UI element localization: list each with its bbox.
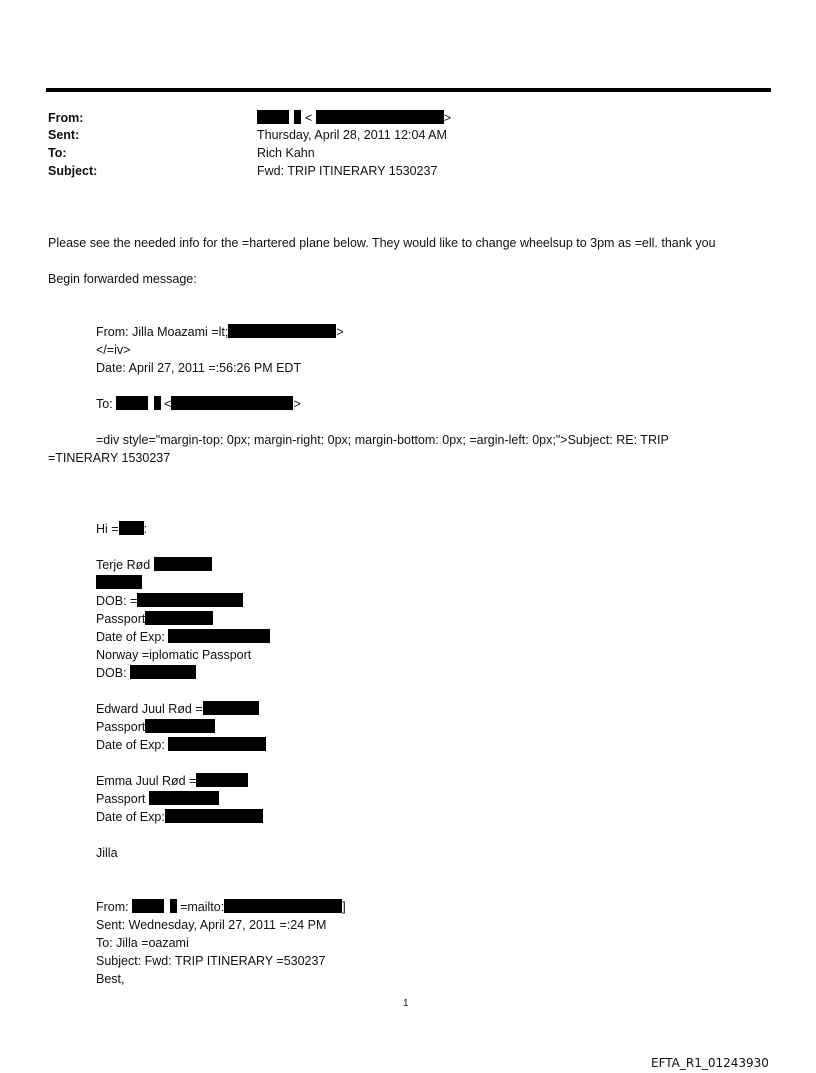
greeting-suffix: :: [143, 522, 148, 536]
redaction-box: [224, 899, 342, 913]
p1-name: [96, 557, 212, 573]
from-label: From:: [48, 111, 84, 125]
redaction-box: [171, 396, 293, 410]
to-label: To:: [48, 146, 67, 160]
p1-dob-text: DOB: =: [96, 594, 138, 608]
from-lt: <: [304, 111, 313, 125]
quoted-to: To: Jilla =oazami: [96, 936, 189, 950]
p1-redacted-line: [96, 575, 142, 591]
redaction-box: [116, 396, 148, 410]
quoted-bracket: ]: [342, 900, 346, 914]
redaction-box: [316, 110, 444, 124]
page-number: 1: [403, 998, 409, 1009]
p2-exp: [96, 737, 266, 753]
redaction-box: [149, 791, 219, 805]
forwarded-to: [96, 396, 301, 412]
p3-passport-text: Passport: [96, 792, 146, 806]
redaction-box: [203, 701, 259, 715]
forwarded-to-lt: <: [164, 397, 172, 411]
p3-passport: [96, 791, 219, 807]
quoted-sent: Sent: Wednesday, April 27, 2011 =:24 PM: [96, 918, 327, 932]
redaction-box: [228, 324, 336, 338]
p1-dob: [96, 593, 243, 609]
p1-name-text: Terje Rød: [96, 558, 151, 572]
p1-exp-text: Date of Exp:: [96, 630, 165, 644]
p3-name-text: Emma Juul Rød =: [96, 774, 197, 788]
quoted-from-prefix: From:: [96, 900, 129, 914]
from-value: [257, 110, 451, 126]
signoff: Jilla: [96, 846, 118, 860]
quoted-from: [96, 899, 346, 915]
greeting: [96, 521, 147, 537]
div-close-tag: </=iv>: [96, 343, 131, 357]
redaction-box: [130, 665, 196, 679]
p2-name-text: Edward Juul Rød =: [96, 702, 203, 716]
forwarded-to-prefix: To:: [96, 397, 113, 411]
p3-exp-text: Date of Exp:: [96, 810, 165, 824]
redaction-box: [96, 575, 142, 589]
p1-passport-text: Passport: [96, 612, 146, 626]
forwarded-from-prefix: From: Jilla Moazami =lt;: [96, 325, 229, 339]
redaction-box: [294, 110, 301, 124]
p3-exp: [96, 809, 263, 825]
p2-passport: [96, 719, 215, 735]
to-value: Rich Kahn: [257, 146, 315, 160]
forwarded-from-suffix: >: [336, 325, 344, 339]
redaction-box: [154, 396, 161, 410]
begin-forwarded: Begin forwarded message:: [48, 272, 197, 286]
from-gt: >: [443, 111, 452, 125]
quoted-mailto: =mailto:: [180, 900, 225, 914]
redaction-box: [145, 719, 215, 733]
redaction-box: [196, 773, 248, 787]
redaction-box: [154, 557, 212, 571]
div-subject-line1: =div style="margin-top: 0px; margin-right: 0px; margin-bottom: 0px; =argin-left: 0px;">Subject: RE: TRIP: [96, 433, 669, 447]
p2-passport-text: Passport: [96, 720, 146, 734]
redaction-box: [168, 629, 270, 643]
redaction-box: [165, 809, 263, 823]
p1-passport: [96, 611, 213, 627]
greeting-prefix: Hi =: [96, 522, 119, 536]
intro-paragraph: Please see the needed info for the =hartered plane below. They would like to change wheelsup to 3pm as =ell. thank you: [48, 236, 716, 250]
forwarded-date: Date: April 27, 2011 =:56:26 PM EDT: [96, 361, 302, 375]
redaction-box: [145, 611, 213, 625]
p3-name: [96, 773, 248, 789]
p1-exp: [96, 629, 270, 645]
subject-value: Fwd: TRIP ITINERARY 1530237: [257, 164, 438, 178]
div-subject-line2: =TINERARY 1530237: [48, 451, 171, 465]
redaction-box: [119, 521, 144, 535]
redaction-box: [132, 899, 164, 913]
redaction-box: [168, 737, 266, 751]
redaction-box: [257, 110, 289, 124]
redaction-box: [137, 593, 243, 607]
p2-name: [96, 701, 259, 717]
p2-exp-text: Date of Exp:: [96, 738, 165, 752]
p1-dob2: [96, 665, 196, 681]
quoted-subject: Subject: Fwd: TRIP ITINERARY =530237: [96, 954, 326, 968]
subject-label: Subject:: [48, 164, 98, 178]
p1-norway: Norway =iplomatic Passport: [96, 648, 252, 662]
quoted-best: Best,: [96, 972, 125, 986]
forwarded-to-gt: >: [293, 397, 301, 411]
redaction-box: [170, 899, 177, 913]
header-rule: [46, 88, 771, 92]
sent-value: Thursday, April 28, 2011 12:04 AM: [257, 128, 447, 142]
bates-number: EFTA_R1_01243930: [651, 1056, 769, 1070]
forwarded-from: [96, 324, 344, 340]
sent-label: Sent:: [48, 128, 80, 142]
p1-dob2-text: DOB:: [96, 666, 127, 680]
